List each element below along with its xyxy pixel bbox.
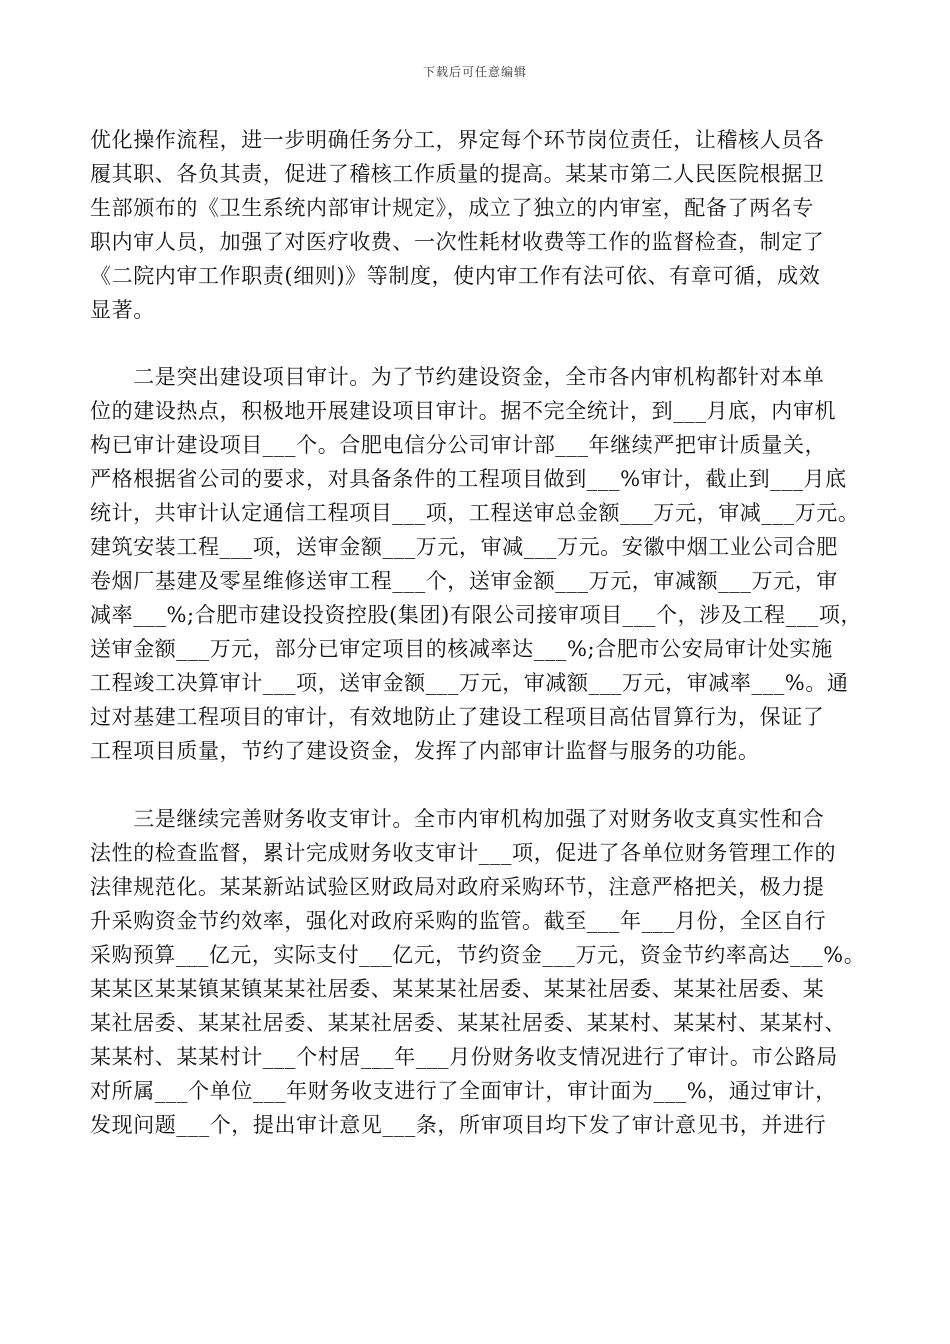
text-line: 发现问题___个，提出审计意见___条，所审项目均下发了审计意见书，并进行 [90,1113,827,1137]
text-line: 采购预算___亿元，实际支付___亿元，节约资金___万元，资金节约率高达___%。 [90,943,866,967]
text-line: 统计，共审计认定通信工程项目___项，工程送审总金额___万元，审减___万元。 [90,501,860,525]
text-line: 履其职、各负其责，促进了稽核工作质量的提高。某某市第二人民医院根据卫 [90,162,825,186]
text-line: 《二院内审工作职责(细则)》等制度，使内审工作有法可依、有章可循，成效 [90,264,821,288]
text-line: 优化操作流程，进一步明确任务分工，界定每个环节岗位责任，让稽核人员各 [90,128,825,152]
text-line: 三是继续完善财务收支审计。全市内审机构加强了对财务收支真实性和合 [90,807,825,831]
text-line: 过对基建工程项目的审计，有效地防止了建设工程项目高估冒算行为，保证了 [90,705,825,729]
text-line: 某某区某某镇某镇某某社居委、某某某社居委、某某社居委、某某社居委、某 [90,977,825,1001]
text-line: 显著。 [90,298,155,322]
page-header: 下载后可任意编辑 [422,65,527,79]
text-line: 减率___%;合肥市建设投资控股(集团)有限公司接审项目___个，涉及工程___项， [90,603,863,627]
text-line: 对所属___个单位___年财务收支进行了全面审计，审计面为___%，通过审计， [90,1079,837,1103]
text-line: 构已审计建设项目___个。合肥电信分公司审计部___年继续严把审计质量关， [90,433,827,457]
text-line: 某某村、某某村计___个村居___年___月份财务收支情况进行了审计。市公路局 [90,1045,838,1069]
text-line: 法律规范化。某某新站试验区财政局对政府采购环节，注意严格把关，极力提 [90,875,825,899]
text-line: 卷烟厂基建及零星维修送审工程___个，送审金额___万元，审减额___万元，审 [90,569,838,593]
text-line: 职内审人员，加强了对医疗收费、一次性耗材收费等工作的监督检查，制定了 [90,230,825,254]
text-line: 生部颁布的《卫生系统内部审计规定》，成立了独立的内审室，配备了两名专 [90,196,814,220]
text-line: 法性的检查监督，累计完成财务收支审计___项，促进了各单位财务管理工作的 [90,841,837,865]
text-line: 建筑安装工程___项，送审金额___万元，审减___万元。安徽中烟工业公司合肥 [90,535,838,559]
text-line: 位的建设热点，积极地开展建设项目审计。据不完全统计，到___月底，内审机 [90,399,837,423]
text-line: 二是突出建设项目审计。为了节约建设资金，全市各内审机构都针对本单 [90,365,825,389]
text-line: 某社居委、某某社居委、某某社居委、某某社居委、某某村、某某村、某某村、 [90,1011,846,1035]
text-line: 升采购资金节约效率，强化对政府采购的监管。截至___年___月份，全区自行 [90,909,827,933]
text-line: 严格根据省公司的要求，对具备条件的工程项目做到___%审计，截止到___月底 [90,467,847,491]
text-line: 送审金额___万元，部分已审定项目的核减率达___%;合肥市公安局审计处实施 [90,637,833,661]
text-line: 工程竣工决算审计___项，送审金额___万元，审减额___万元，审减率___%。通 [90,671,849,695]
text-line: 工程项目质量，节约了建设资金，发挥了内部审计监督与服务的功能。 [90,739,760,763]
